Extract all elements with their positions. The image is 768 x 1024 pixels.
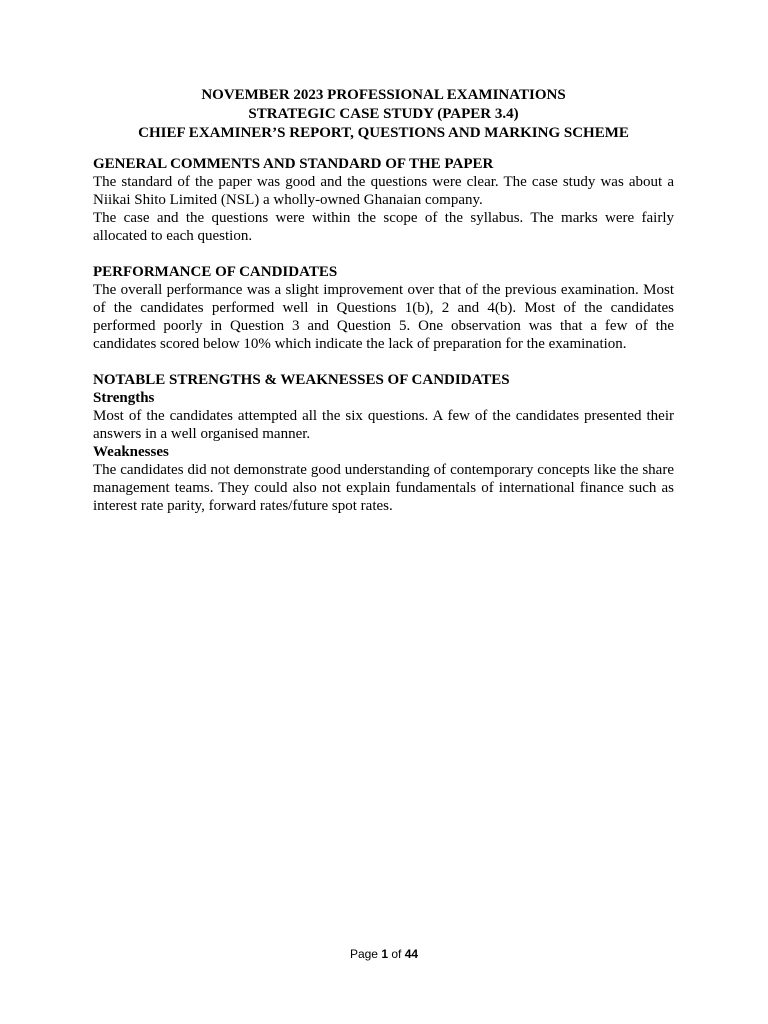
document-title-block [93, 86, 674, 143]
page-word: Page [349, 947, 378, 961]
page-footer [0, 946, 768, 962]
performance-paragraph: The overall performance was a slight improvement over that of the previous examination. Most of the candidates performed well in Questions 1(b), 2 and 4(b). Most of the candidates performed poorly in Question 3 and Question 5. One observation was that a few of the candidates scored below 10% which indicate the lack of preparation for the examination. [93, 282, 674, 352]
weaknesses-paragraph: The candidates did not demonstrate good understanding of contemporary concepts like the share management teams. They could also not explain fundamentals of international finance such as interest rate parity, forward rates/future spot rates. [93, 462, 674, 514]
strengths-subheading: Strengths [93, 390, 155, 406]
weaknesses-subheading: Weaknesses [93, 444, 169, 460]
document-page [93, 86, 674, 515]
total-page-count: 44 [404, 947, 419, 961]
paper-title: STRATEGIC CASE STUDY (PAPER 3.4) [248, 106, 519, 122]
strengths-paragraph: Most of the candidates attempted all the six questions. A few of the candidates presented their answers in a well organised manner. [93, 408, 674, 442]
exam-title: NOVEMBER 2023 PROFESSIONAL EXAMINATIONS [201, 87, 566, 103]
general-comments-paragraph-1: The standard of the paper was good and the questions were clear. The case study was about a Niikai Shito Limited (NSL) a wholly-owned Ghanaian company. [93, 174, 674, 208]
of-word: of [391, 947, 402, 961]
report-title: CHIEF EXAMINER’S REPORT, QUESTIONS AND MARKING SCHEME [138, 125, 629, 141]
general-comments-heading: GENERAL COMMENTS AND STANDARD OF THE PAPER [93, 156, 494, 172]
current-page-number: 1 [381, 947, 388, 961]
strengths-weaknesses-heading: NOTABLE STRENGTHS & WEAKNESSES OF CANDIDATES [93, 372, 510, 388]
performance-heading: PERFORMANCE OF CANDIDATES [93, 264, 338, 280]
general-comments-paragraph-2: The case and the questions were within the scope of the syllabus. The marks were fairly allocated to each question. [93, 210, 674, 244]
